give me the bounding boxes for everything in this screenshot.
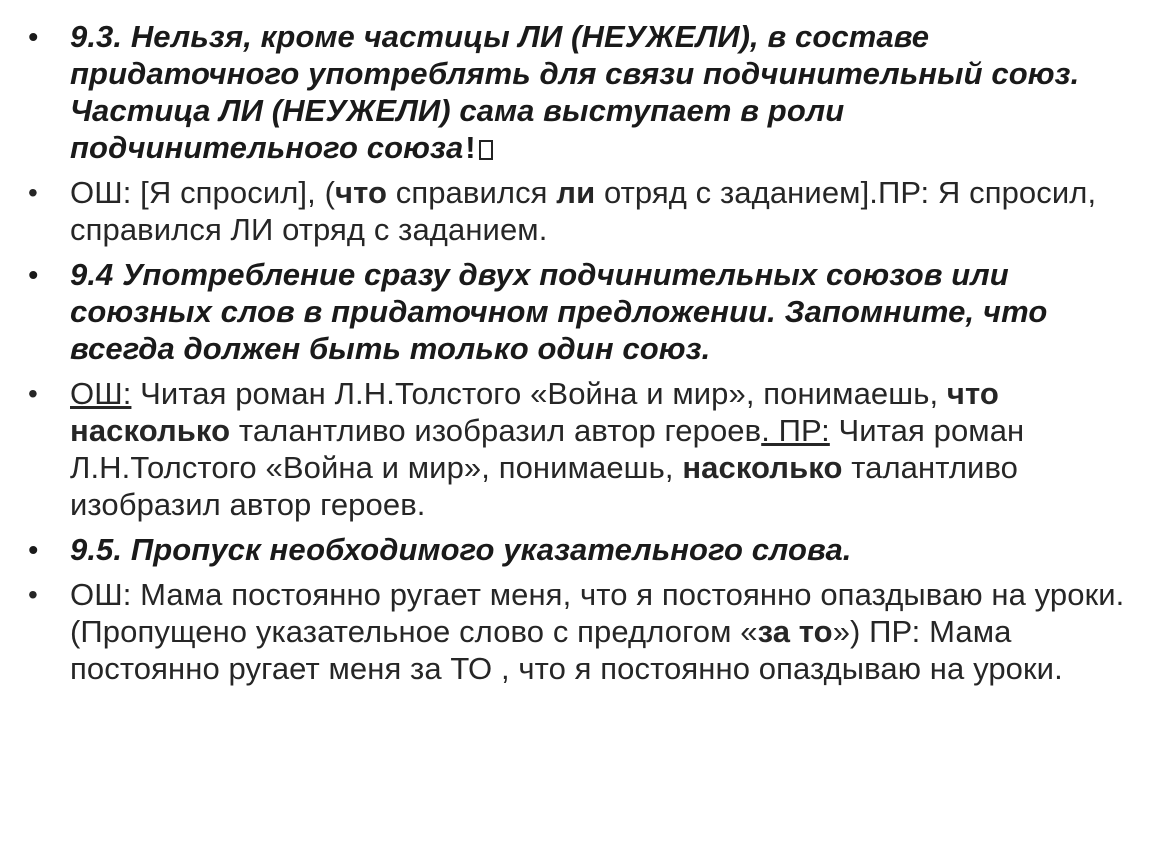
text-run: что [335, 175, 388, 210]
text-run: ОШ: [Я спросил], ( [70, 175, 335, 210]
bullet-dot: • [28, 378, 38, 409]
rule-heading [28, 531, 1138, 568]
text-run: отряд с заданием].ПР: Я спросил, справился ЛИ отряд с заданием. [70, 175, 1097, 247]
text-run: ») ПР: Мама постоянно ругает меня за ТО , что я постоянно опаздываю на уроки. [70, 614, 1063, 686]
text-run: Читая роман Л.Н.Толстого «Война и мир», понимаешь, [131, 376, 947, 411]
text-run: 9.5. Пропуск необходимого указательного слова. [70, 532, 852, 567]
bullet-dot: • [28, 259, 38, 290]
text-run: за то [757, 614, 833, 649]
text-run: . [701, 331, 711, 366]
missing-glyph-box [479, 140, 493, 160]
text-run: ОШ: Мама постоянно ругает меня, что я постоянно опаздываю на уроки. (Пропущено указательное слово с предлогом « [70, 577, 1125, 649]
text-run: что насколько [70, 376, 999, 448]
rule-heading [28, 256, 1138, 367]
bullet-dot: • [28, 579, 38, 610]
rule-heading [28, 18, 1138, 166]
text-run: 9.4 Употребление сразу двух подчинительных союзов или союзных слов в придаточном предложении. Запомните, что всегда должен быть только один союз [70, 257, 1048, 366]
text-run: насколько [682, 450, 843, 485]
text-run: 9.3. Нельзя, кроме частицы ЛИ (НЕУЖЕЛИ), в составе придаточного употреблять для связи подчинительный союз. Частица ЛИ (НЕУЖЕЛИ) сама выступает в роли подчинительного союза [70, 19, 1080, 165]
text-run: . ПР: [761, 413, 830, 448]
text-run: талантливо изобразил автор героев [230, 413, 762, 448]
text-run: ли [556, 175, 596, 210]
example-text [28, 375, 1138, 523]
text-run: справился [387, 175, 557, 210]
bullet-list [28, 18, 1138, 695]
text-run: талантливо изобразил автор героев. [70, 450, 1019, 522]
bullet-dot: • [28, 177, 38, 208]
text-run: ОШ: [70, 376, 132, 411]
text-run: ! [465, 130, 476, 165]
bullet-dot: • [28, 534, 38, 565]
bullet-dot: • [28, 21, 38, 52]
text-run: Читая роман Л.Н.Толстого «Война и мир», понимаешь, [70, 413, 1025, 485]
example-text [28, 576, 1138, 687]
example-text [28, 174, 1138, 248]
